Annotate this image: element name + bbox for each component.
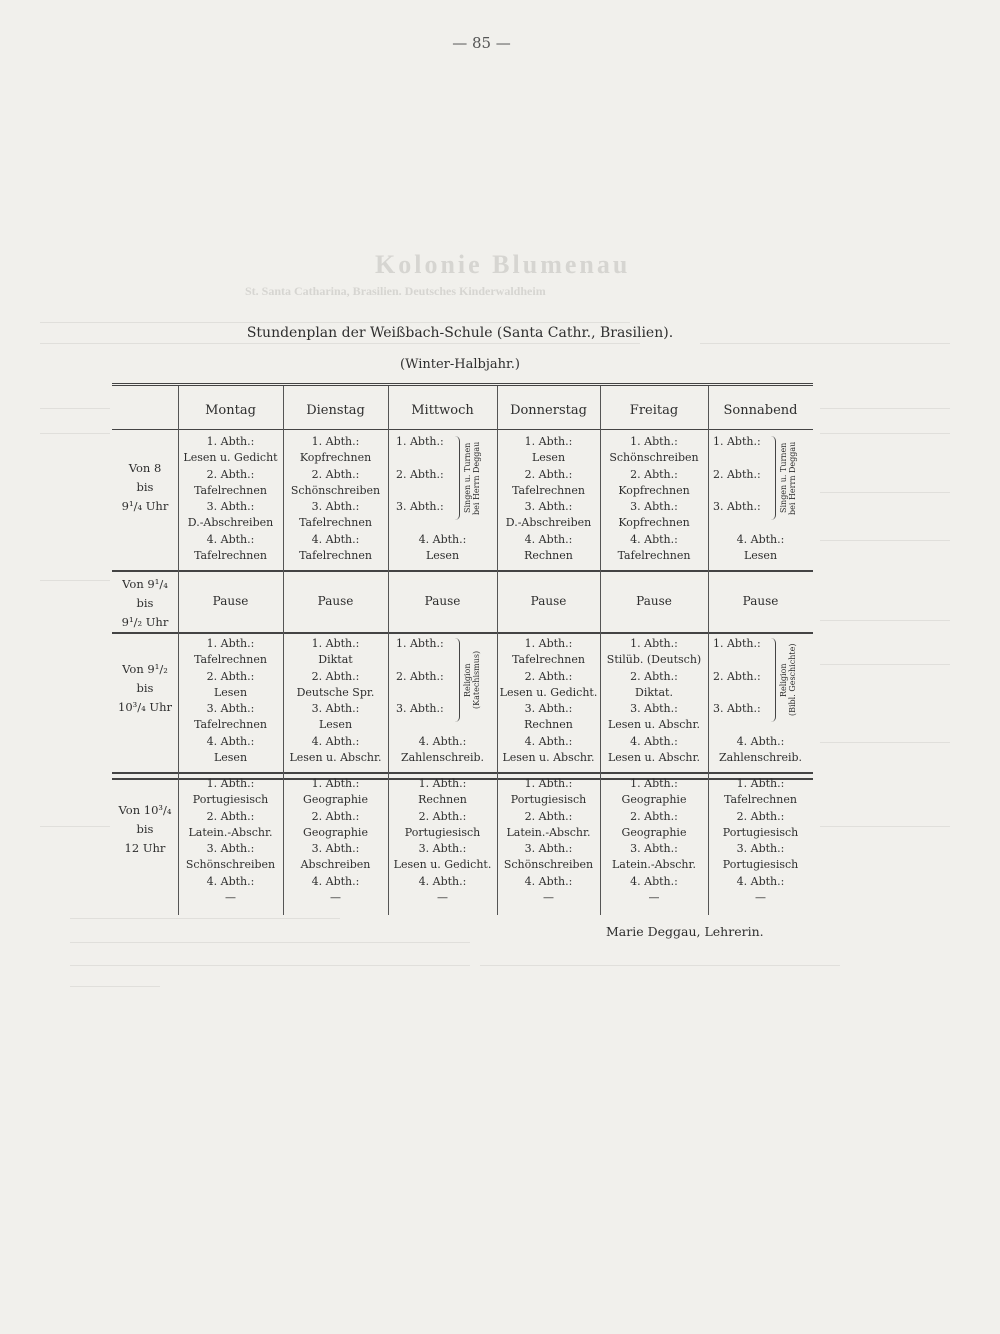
cell-p1-montag: 1. Abth.: Lesen u. Gedicht 2. Abth.: Tafelrechnen 3. Abth.: D.-Abschreiben 4. Abth.: Tafelrechnen bbox=[183, 435, 278, 563]
cell-p4-freitag: 1. Abth.: Geographie 2. Abth.: Geographie 3. Abth.: Latein.-Abschr. 4. Abth.: — bbox=[611, 777, 697, 905]
cell-p1-sonnabend-4: 4. Abth.: Lesen bbox=[736, 533, 785, 563]
cell-p4-mittwoch: 1. Abth.: Rechnen 2. Abth.: Portugiesisch 3. Abth.: Lesen u. Gedicht. 4. Abth.: — bbox=[393, 777, 492, 905]
show-through-title: Kolonie Blumenau bbox=[375, 250, 631, 279]
signature-line: Marie Deggau, Lehrerin. bbox=[606, 924, 764, 939]
header-mittwoch: Mittwoch bbox=[411, 403, 474, 418]
note-p3-mittwoch: Religion (Katechismus) bbox=[463, 650, 481, 710]
pause-mittwoch: Pause bbox=[424, 594, 461, 608]
timetable-last-period bbox=[112, 775, 813, 920]
note-p1-mittwoch: Singen u. Turnen bei Herrn Deggau bbox=[463, 441, 481, 515]
time-label-period-2: Von 9¹/₄ bis 9¹/₂ Uhr bbox=[121, 577, 169, 629]
cell-p3-dienstag: 1. Abth.: Diktat 2. Abth.: Deutsche Spr. 3. Abth.: Lesen 4. Abth.: Lesen u. Abschr. bbox=[289, 637, 382, 765]
brace-p3-mittwoch bbox=[454, 638, 460, 722]
header-freitag: Freitag bbox=[629, 403, 679, 418]
pause-freitag: Pause bbox=[636, 594, 672, 608]
brace-p1-mittwoch bbox=[454, 436, 460, 520]
cell-p3-sonnabend: 1. Abth.: 2. Abth.: 3. Abth.: bbox=[713, 637, 761, 716]
cell-p3-sonnabend-4: 4. Abth.: Zahlenschreib. bbox=[718, 735, 803, 765]
pause-dienstag: Pause bbox=[317, 594, 354, 608]
header-dienstag: Dienstag bbox=[306, 403, 365, 418]
show-through-subtitle: St. Santa Catharina, Brasilien. Deutsches Kinderwaldheim bbox=[245, 284, 546, 298]
cell-p1-dienstag: 1. Abth.: Kopfrechnen 2. Abth.: Schönschreiben 3. Abth.: Tafelrechnen 4. Abth.: Tafelrechnen bbox=[290, 435, 381, 563]
cell-p3-freitag: 1. Abth.: Stilüb. (Deutsch) 2. Abth.: Diktat. 3. Abth.: Lesen u. Abschr. 4. Abth.: Lesen u. Abschr. bbox=[606, 637, 702, 765]
cell-p1-mittwoch-4: 4. Abth.: Lesen bbox=[418, 533, 467, 563]
page-title: Stundenplan der Weißbach-Schule (Santa Cathr., Brasilien). bbox=[246, 325, 674, 341]
cell-p4-sonnabend: 1. Abth.: Tafelrechnen 2. Abth.: Portugiesisch 3. Abth.: Portugiesisch 4. Abth.: — bbox=[722, 777, 799, 905]
cell-p1-donnerstag: 1. Abth.: Lesen 2. Abth.: Tafelrechnen 3. Abth.: D.-Abschreiben 4. Abth.: Rechnen bbox=[505, 435, 592, 563]
time-label-period-1: Von 8 bis 9¹/₄ Uhr bbox=[121, 461, 169, 513]
header-montag: Montag bbox=[205, 403, 256, 418]
page-number: — 85 — bbox=[452, 34, 511, 52]
cell-p4-donnerstag: 1. Abth.: Portugiesisch 2. Abth.: Latein.-Abschr. 3. Abth.: Schönschreiben 4. Abth.: — bbox=[503, 777, 594, 905]
cell-p4-dienstag: 1. Abth.: Geographie 2. Abth.: Geographie 3. Abth.: Abschreiben 4. Abth.: — bbox=[300, 777, 371, 905]
cell-p3-mittwoch-4: 4. Abth.: Zahlenschreib. bbox=[400, 735, 485, 765]
cell-p1-sonnabend: 1. Abth.: 2. Abth.: 3. Abth.: bbox=[713, 435, 761, 514]
cell-p3-montag: 1. Abth.: Tafelrechnen 2. Abth.: Lesen 3. Abth.: Tafelrechnen 4. Abth.: Lesen bbox=[194, 637, 267, 765]
cell-p1-mittwoch: 1. Abth.: 2. Abth.: 3. Abth.: bbox=[396, 435, 444, 514]
header-donnerstag: Donnerstag bbox=[510, 403, 587, 418]
time-label-period-3: Von 9¹/₂ bis 10³/₄ Uhr bbox=[118, 662, 172, 714]
timetable bbox=[112, 383, 813, 780]
page-subtitle: (Winter-Halbjahr.) bbox=[400, 357, 520, 372]
pause-sonnabend: Pause bbox=[742, 594, 779, 608]
pause-donnerstag: Pause bbox=[530, 594, 567, 608]
note-p1-sonnabend: Singen u. Turnen bei Herrn Deggau bbox=[779, 441, 797, 515]
cell-p1-freitag: 1. Abth.: Schönschreiben 2. Abth.: Kopfrechnen 3. Abth.: Kopfrechnen 4. Abth.: Tafelrechnen bbox=[609, 435, 699, 563]
note-p3-sonnabend: Religion (Bibl. Geschichte) bbox=[779, 643, 797, 717]
cell-p3-mittwoch: 1. Abth.: 2. Abth.: 3. Abth.: bbox=[396, 637, 444, 716]
brace-p3-sonnabend bbox=[770, 638, 776, 722]
header-sonnabend: Sonnabend bbox=[723, 403, 798, 418]
cell-p4-montag: 1. Abth.: Portugiesisch 2. Abth.: Latein.-Abschr. 3. Abth.: Schönschreiben 4. Abth.: — bbox=[185, 777, 276, 905]
brace-p1-sonnabend bbox=[770, 436, 776, 520]
cell-p3-donnerstag: 1. Abth.: Tafelrechnen 2. Abth.: Lesen u. Gedicht. 3. Abth.: Rechnen 4. Abth.: Lesen u. Abschr. bbox=[499, 637, 598, 765]
time-label-period-4: Von 10³/₄ bis 12 Uhr bbox=[118, 803, 172, 855]
pause-montag: Pause bbox=[212, 594, 249, 608]
